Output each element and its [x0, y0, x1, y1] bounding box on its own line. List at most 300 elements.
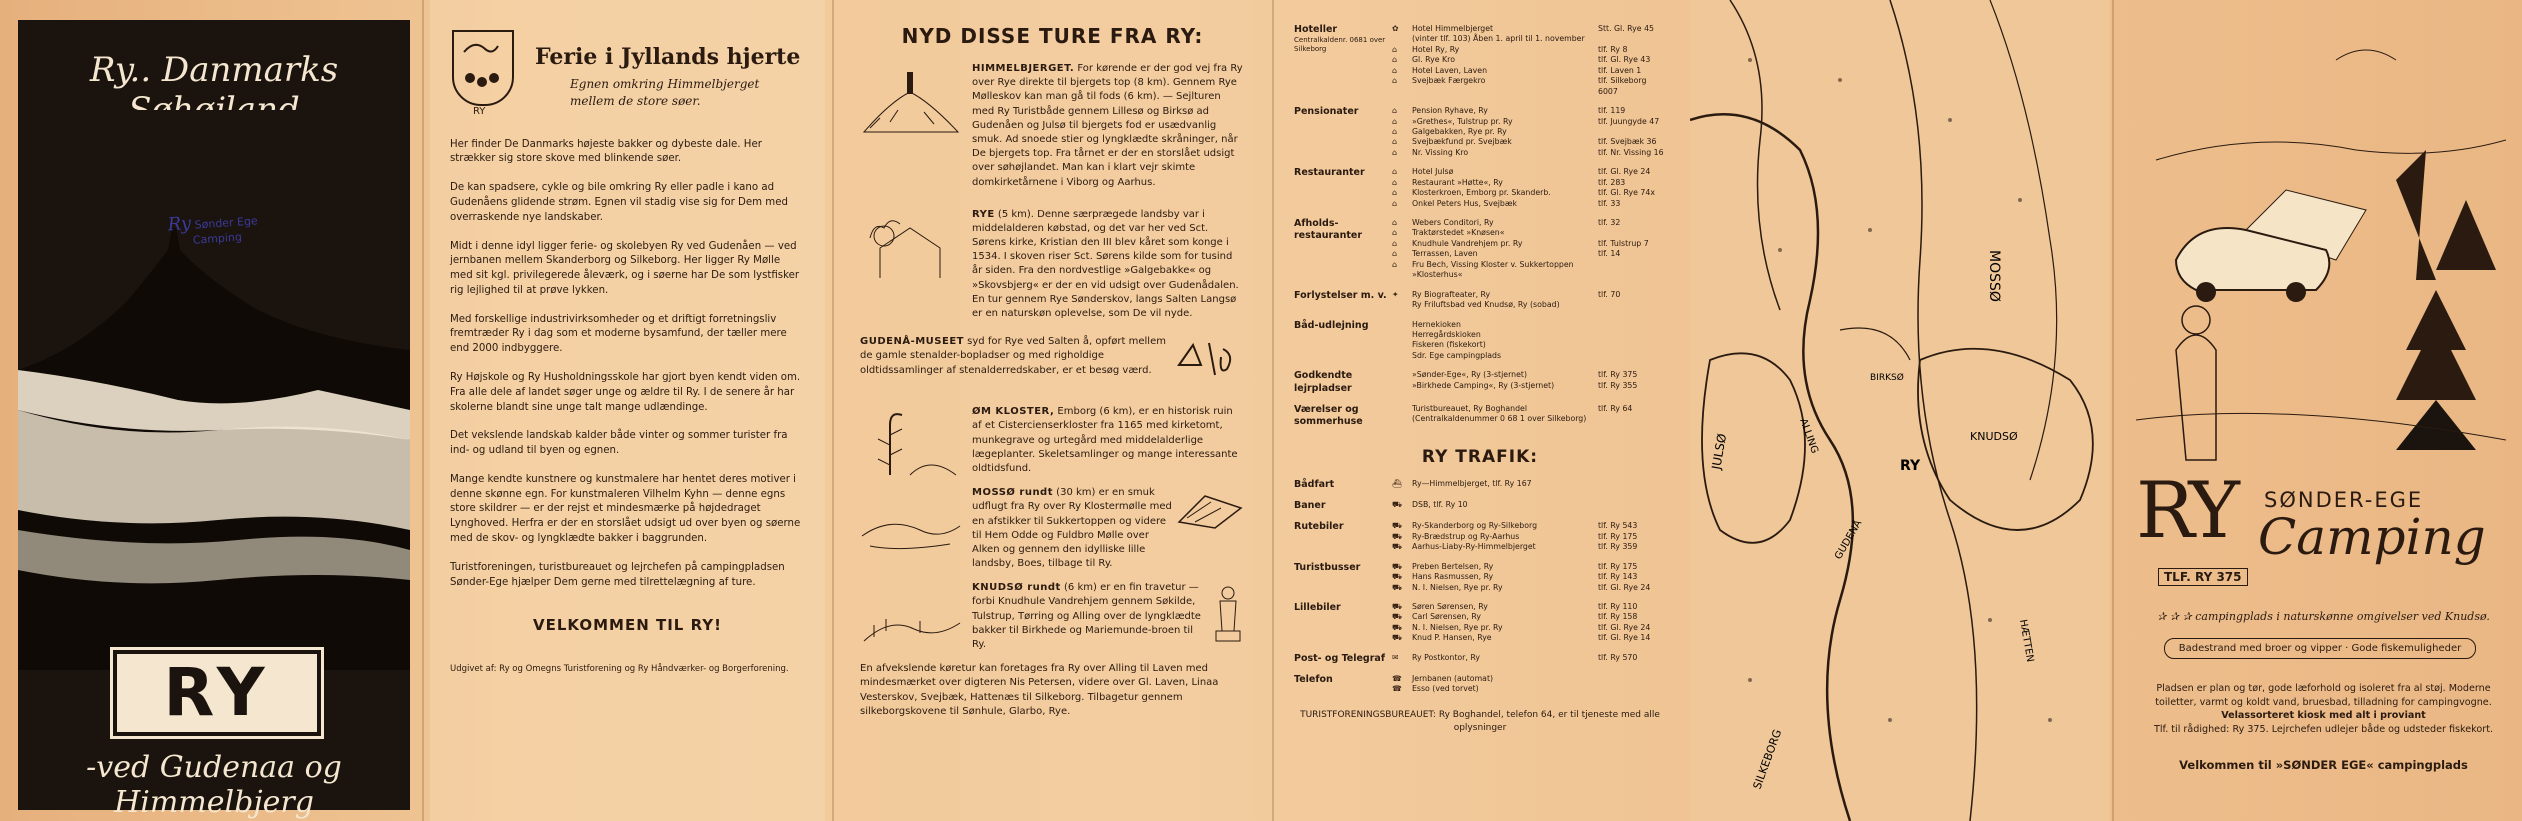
- service-row: [1294, 521, 1666, 552]
- service-name: Ry Friluftsbad ved Knudsø, Ry (sobad): [1412, 300, 1560, 310]
- service-icon: ⌂: [1392, 167, 1397, 177]
- service-phone: tlf. Ry 355: [1598, 380, 1638, 390]
- camping-tagline: [2136, 610, 2511, 623]
- service-entry: [1392, 583, 1666, 593]
- service-phone: tlf. Ry 64: [1598, 403, 1633, 413]
- ry-crest-icon: [452, 30, 514, 106]
- service-icon: ⌂: [1392, 65, 1397, 75]
- service-entry: [1392, 300, 1666, 310]
- service-phone: tlf. Ry 543: [1598, 521, 1638, 531]
- service-entry: [1392, 684, 1666, 694]
- service-icon: ✉: [1392, 652, 1399, 662]
- service-items: [1392, 521, 1666, 552]
- service-row: [1294, 653, 1666, 665]
- cover-footer: -ved Gudenaa og Himmelbjerg: [86, 750, 342, 820]
- tour-item: [860, 208, 1245, 322]
- service-phone: Stt. Gl. Rye 45: [1598, 24, 1654, 33]
- service-entry: [1392, 228, 1666, 238]
- service-category-label: Værelser og sommerhuse: [1294, 403, 1363, 428]
- services-panel: [1280, 0, 1680, 821]
- service-category-label: Godkendte lejrpladser: [1294, 370, 1353, 394]
- tour-text: (5 km). Denne særprægede landsby var i middelalderen købstad, og det var her ved Sct. Sørens kirke, Kristian den III blev kåret som konge i 1534. I skoven riser Sct. Sørens kilde som for tusind år siden. Fra den nordvestlige »Galgebakke« og »Skovsbjerg« er der en vid udsigt over Gudenådalen. En tur gennem Rye Sønderskov, langs Salten Langsø er en naturskøn oplevelse, som De vil nyde.: [972, 208, 1239, 319]
- camping-logo-ry: RY: [2136, 466, 2236, 556]
- intro-panel: [430, 0, 825, 821]
- service-phone: tlf. Svejbæk 36: [1598, 137, 1657, 147]
- service-category: [1294, 218, 1392, 281]
- service-icon: [1392, 340, 1412, 350]
- service-name: Esso (ved torvet): [1412, 684, 1479, 694]
- camping-logo-script: Camping: [2258, 508, 2486, 566]
- service-name: Hotel Julsø: [1412, 167, 1454, 177]
- service-category: [1294, 24, 1392, 97]
- stamp-ry: Ry: [166, 212, 192, 236]
- service-icon: ⛟: [1392, 633, 1402, 643]
- cover-badge: RY: [113, 650, 321, 736]
- service-icon: ⌂: [1392, 106, 1397, 116]
- service-icon: [1392, 414, 1412, 424]
- stamp-line2: Camping: [192, 230, 243, 247]
- intro-paragraph: Turistforeningen, turistbureauet og lejrchefen på campingpladsen Sønder-Ege hjælper Dem gerne med tilrettelægning af ture.: [450, 561, 785, 588]
- service-entry: [1392, 188, 1666, 198]
- service-icon: [1392, 381, 1412, 391]
- service-icon: ⛟: [1392, 542, 1402, 552]
- service-entry: [1392, 45, 1666, 55]
- service-icon: ⛟: [1392, 572, 1402, 582]
- service-icon: ⌂: [1392, 116, 1397, 126]
- map-label: ALLING: [1797, 417, 1820, 456]
- service-row: [1294, 500, 1666, 512]
- service-category-label: Rutebiler: [1294, 521, 1344, 533]
- service-phone: tlf. Ry 8: [1598, 44, 1628, 54]
- service-phone: [1598, 351, 1666, 361]
- service-entry: [1392, 55, 1666, 65]
- service-row: [1294, 218, 1666, 281]
- service-entry: [1392, 137, 1666, 147]
- service-phone: [1598, 684, 1666, 694]
- tour-name: KNUDSØ rundt: [972, 582, 1061, 594]
- service-entry: [1392, 674, 1666, 684]
- service-icon: ⛴: [1392, 478, 1402, 488]
- service-name: Turistbureauet, Ry Boghandel: [1412, 403, 1527, 413]
- cover-title: Ry.. Danmarks: [89, 50, 339, 90]
- service-category: [1294, 602, 1392, 644]
- service-category: [1294, 479, 1392, 491]
- service-name: »Birkhede Camping«, Ry (3-stjernet): [1412, 380, 1555, 390]
- tour-item: [860, 405, 1245, 476]
- service-phone: tlf. Gl. Rye 43: [1598, 55, 1651, 65]
- tours-panel: [840, 0, 1265, 821]
- service-name: Fru Bech, Vissing Kloster v. Sukkertoppen: [1412, 259, 1574, 269]
- service-phone: tlf. Gl. Rye 14: [1598, 633, 1651, 643]
- services-list: [1294, 24, 1666, 429]
- service-name: Webers Conditori, Ry: [1412, 218, 1494, 227]
- service-entry: [1392, 106, 1666, 116]
- service-name: Ry—Himmelbjerget, tlf. Ry 167: [1412, 478, 1532, 488]
- tour-text: Emborg (6 km), er en historisk ruin af et Cistercienserkloster fra 1165 med kirketomt, munkegrave og urtegård med middelalderlige lægeplanter. Skeletsamlinger og mange interessante oldtidsfund.: [972, 406, 1238, 474]
- service-entry: [1392, 532, 1666, 542]
- service-entry: [1392, 260, 1666, 270]
- service-name: Ry Biografteater, Ry: [1412, 289, 1491, 299]
- service-name: Søren Sørensen, Ry: [1412, 601, 1488, 611]
- service-row: [1294, 370, 1666, 395]
- map-label: SILKEBORG: [1750, 727, 1785, 792]
- tour-item: [860, 335, 1245, 395]
- service-icon: [1392, 270, 1412, 280]
- service-name: Svejbæk Færgekro: [1412, 76, 1486, 86]
- service-category-label: Baner: [1294, 499, 1326, 511]
- service-entry: [1392, 633, 1666, 643]
- area-map: [1690, 0, 2110, 821]
- service-entry: [1392, 199, 1666, 209]
- lake-illustration: [860, 486, 962, 562]
- tour-item: [860, 581, 1245, 652]
- service-name: (Centralkaldenummer 0 68 1 over Silkeborg): [1412, 414, 1587, 424]
- map-label: GUDENÅ: [1833, 518, 1865, 562]
- tour-name: GUDENÅ-MUSEET: [860, 336, 964, 348]
- service-category-label: Afholds-restauranter: [1294, 218, 1363, 242]
- service-name: Nr. Vissing Kro: [1412, 147, 1469, 157]
- service-items: [1392, 404, 1666, 429]
- service-phone: tlf. Ry 359: [1598, 542, 1638, 552]
- service-items: [1392, 562, 1666, 593]
- crest-label: RY: [473, 106, 486, 117]
- camping-panel: [2118, 0, 2522, 821]
- service-icon: ⌂: [1392, 147, 1397, 157]
- service-icon: ⛟: [1392, 612, 1402, 622]
- service-phone: tlf. 33: [1598, 198, 1621, 208]
- map-label: KNUDSØ: [1970, 430, 2018, 443]
- service-phone: tlf. Gl. Rye 24: [1598, 622, 1651, 632]
- intro-paragraph: Her finder De Danmarks højeste bakker og dybeste dale. Her strækker sig store skove med blinkende søer.: [450, 138, 762, 165]
- service-icon: ⌂: [1392, 228, 1397, 238]
- service-icon: ⌂: [1392, 218, 1397, 227]
- monument-illustration: [860, 581, 962, 657]
- welcome-heading: VELKOMMEN TIL RY!: [532, 616, 723, 635]
- service-phone: tlf. 32: [1598, 218, 1621, 227]
- service-name: Sdr. Ege campingplads: [1412, 350, 1502, 360]
- service-items: [1392, 290, 1666, 311]
- service-name: »Klosterhus«: [1412, 270, 1463, 280]
- service-category-label: Bådfart: [1294, 478, 1335, 490]
- service-items: [1392, 320, 1666, 362]
- service-entry: [1392, 270, 1666, 280]
- service-phone: tlf. Gl. Rye 24: [1598, 582, 1651, 592]
- service-name: Herregårdskioken: [1412, 329, 1481, 339]
- service-row: [1294, 602, 1666, 644]
- service-phone: [1598, 500, 1666, 510]
- service-name: Restaurant »Høtte«, Ry: [1412, 177, 1503, 187]
- service-icon: [1392, 351, 1412, 361]
- tour-text: For kørende er der god vej fra Ry over Rye direkte til bjergets top (8 km). Gennem Rye Mølleskov kan man gå til fods (6 km). — Sejlturen med Ry Turistbåde gennem Lillesø og Birksø ad Gudenåen og Julsø til bjergets fod er usædvanlig smuk. Ad snoede stier og lyngklædte skråninger, når De bjergets top. Fra tårnet er der en storslået udsigt over søhøjlandet. Man kan i klart vejr skimte domkirketårnene i Viborg og Aarhus.: [972, 63, 1243, 188]
- service-items: [1392, 500, 1666, 512]
- fold-line: [422, 0, 424, 821]
- service-items: [1392, 106, 1666, 158]
- artifacts-icon: [1175, 335, 1245, 381]
- cover-panel: [0, 0, 415, 821]
- service-icon: ⛟: [1392, 622, 1402, 632]
- tour-item: [860, 486, 1245, 571]
- service-name: Hernekioken: [1412, 319, 1461, 329]
- service-name: Ry Postkontor, Ry: [1412, 652, 1480, 662]
- camping-logo-phone: TLF. RY 375: [2158, 568, 2248, 586]
- service-name: Ry-Brædstrup og Ry-Aarhus: [1412, 531, 1520, 541]
- service-row: [1294, 562, 1666, 593]
- service-category: [1294, 653, 1392, 665]
- cover-artwork: [18, 20, 410, 820]
- service-entry: [1392, 239, 1666, 249]
- service-category-label: Forlystelser m. v.: [1294, 289, 1387, 301]
- service-items: [1392, 167, 1666, 209]
- service-entry: [1392, 127, 1666, 137]
- publisher-note: Udgivet af: Ry og Omegns Turistforening og Ry Håndværker- og Borgerforening.: [450, 664, 789, 675]
- service-items: [1392, 674, 1666, 695]
- intro-paragraph: Midt i denne idyl ligger ferie- og skolebyen Ry ved Gudenåen — ved jernbanen mellem Skanderborg og Silkeborg. Her ligger Ry Mølle med sit kgl. privilegerede åleværk, og i søerne har De som lystfisker rig lejlighed til at prøve lykken.: [450, 240, 800, 296]
- service-phone: [1598, 34, 1666, 44]
- service-category: [1294, 370, 1392, 395]
- service-phone: tlf. Ry 143: [1598, 572, 1638, 582]
- service-entry: [1392, 117, 1666, 127]
- service-name: Knud P. Hansen, Rye: [1412, 633, 1492, 643]
- service-icon: ⌂: [1392, 198, 1397, 208]
- intro-paragraph: Med forskellige industrivirksomheder og et driftigt forretningsliv fremtræder Ry i dag som et moderne bysamfund, der tæller mere end 2000 indbyggere.: [450, 313, 787, 355]
- service-phone: tlf. Ry 110: [1598, 601, 1638, 611]
- camping-desc-line: Tlf. til rådighed: Ry 375. Lejrchefen udlejer både og udsteder fiskekort.: [2153, 723, 2494, 735]
- service-name: »Sønder-Ege«, Ry (3-stjernet): [1412, 370, 1527, 380]
- service-items: [1392, 24, 1666, 97]
- service-icon: ✦: [1392, 289, 1399, 299]
- service-category-label: Lillebiler: [1294, 601, 1341, 613]
- service-name: Knudhule Vandrehjem pr. Ry: [1412, 238, 1523, 248]
- service-name: Hotel Ry, Ry: [1412, 44, 1460, 54]
- service-icon: ⌂: [1392, 188, 1397, 198]
- service-name: DSB, tlf. Ry 10: [1412, 499, 1468, 509]
- service-icon: ⛟: [1392, 531, 1402, 541]
- service-icon: ☎: [1392, 674, 1402, 684]
- intro-paragraph: Mange kendte kunstnere og kunstmalere har hentet deres motiver i denne skønne egn. For kunstmaleren Vilhelm Kyhn — denne egns store skildrer — er der rejst et mindesmærke på højdedraget Lynghoved. Herfra er der en storslået udsigt ud over byen og søerne med de skov- og lyngklædte bakker i baggrunden.: [450, 473, 801, 544]
- service-items: [1392, 479, 1666, 491]
- service-entry: [1392, 320, 1666, 330]
- service-name: Carl Sørensen, Ry: [1412, 612, 1481, 622]
- map-label: JULSØ: [1709, 432, 1730, 471]
- tour-text: (30 km) er en smuk udflugt fra Ry over Ry Klostermølle med en afstikker til Sukkertoppen og videre til Hem Odde og Fuldbro Mølle over Alken og gennem den idylliske lille landsby, Boes, tilbage til Ry.: [972, 487, 1172, 570]
- tour-name: HIMMELBJERGET.: [972, 63, 1075, 74]
- tours-outro: En afvekslende køretur kan foretages fra Ry over Alling til Laven med mindesmærket over digteren Nis Petersen, videre over Gl. Laven, Linaa Vesterskov, Svejbæk, Hattenæs til Silkeborg. Tilbagetur gennem silkeborgskovene til Sønhule, Glarbo, Rye.: [860, 663, 1219, 717]
- service-icon: [1392, 34, 1412, 44]
- service-entry: [1392, 178, 1666, 188]
- service-category-label: Telefon: [1294, 674, 1333, 686]
- tour-text: syd for Rye ved Salten å, opført mellem de gamle stenalder-bopladser og med righoldige oldtidssamlinger af stenalderredskaber, er et besøg værd.: [860, 336, 1166, 376]
- service-phone: tlf. 283: [1598, 177, 1626, 187]
- intro-paragraph: De kan spadsere, cykle og bile omkring Ry eller padle i kano ad Gudenåens glidende strøm. Egnen vil stadig vise sig for Dem med overraskende nye landskaber.: [450, 182, 788, 223]
- mill-icon: [1175, 482, 1245, 532]
- service-phone: tlf. Tulstrup 7: [1598, 238, 1649, 248]
- service-phone: [1598, 674, 1666, 684]
- service-category-sub: Centralkaldenr. 0681 over Silkeborg: [1294, 36, 1386, 54]
- service-name: Ry-Skanderborg og Ry-Silkeborg: [1412, 521, 1538, 531]
- service-category: [1294, 320, 1392, 362]
- fold-line: [2112, 0, 2114, 821]
- service-icon: ⌂: [1392, 259, 1397, 269]
- service-items: [1392, 370, 1666, 395]
- service-phone: [1598, 320, 1666, 330]
- intro-paragraph: Ry Højskole og Ry Husholdningsskole har gjort byen kendt viden om. Fra alle dele af landet søger unge og ældre til Ry. I de senere år har skolerne blandt sine unge talt mange udlændinge.: [450, 371, 801, 413]
- service-name: Fiskeren (fiskekort): [1412, 340, 1486, 350]
- service-phone: tlf. Juungyde 47: [1598, 116, 1660, 126]
- service-entry: [1392, 653, 1666, 663]
- service-entry: [1392, 66, 1666, 76]
- service-entry: [1392, 500, 1666, 510]
- service-name: Svejbækfund pr. Svejbæk: [1412, 137, 1512, 147]
- camping-description: [2136, 682, 2511, 736]
- tour-name: ØM KLOSTER,: [972, 406, 1055, 418]
- star-rating-icon: ✰ ✰ ✰: [2157, 610, 2192, 623]
- service-phone: [1598, 270, 1666, 280]
- service-name: Onkel Peters Hus, Svejbæk: [1412, 198, 1518, 208]
- camping-welcome: Velkommen til »SØNDER EGE« campingplads: [2179, 758, 2468, 772]
- traffic-list: [1294, 479, 1666, 695]
- service-entry: [1392, 330, 1666, 340]
- service-entry: [1392, 290, 1666, 300]
- service-name: Galgebakken, Rye pr. Ry: [1412, 126, 1507, 136]
- service-icon: ⛟: [1392, 601, 1402, 611]
- service-icon: ⌂: [1392, 76, 1397, 86]
- intro-paragraph: Det vekslende landskab kalder både vinter og sommer turister fra ind- og udland til byen og egnen.: [450, 430, 788, 457]
- service-icon: [1392, 300, 1412, 310]
- service-category: [1294, 167, 1392, 209]
- camping-tagline-text: campingplads i naturskønne omgivelser ved Knudsø.: [2195, 610, 2490, 623]
- service-icon: ⌂: [1392, 55, 1397, 65]
- stamp-line1: Sønder Ege: [194, 214, 259, 232]
- camping-logo-name: SØNDER-EGE: [2264, 488, 2424, 512]
- service-name: (vinter tlf. 103) Åben 1. april til 1. november: [1412, 34, 1585, 44]
- service-entry: [1392, 351, 1666, 361]
- service-phone: [1598, 414, 1666, 424]
- service-entry: [1392, 623, 1666, 633]
- service-phone: tlf. Laven 1: [1598, 65, 1642, 75]
- service-category-label: Hoteller: [1294, 24, 1338, 35]
- tour-name: RYE: [972, 208, 995, 220]
- service-phone: tlf. 14: [1598, 249, 1621, 259]
- service-name: Pension Ryhave, Ry: [1412, 106, 1488, 116]
- service-icon: ⛟: [1392, 499, 1402, 509]
- camping-desc-bold: Velassorteret kiosk med alt i proviant: [2221, 710, 2426, 722]
- service-items: [1392, 602, 1666, 644]
- service-name: Jernbanen (automat): [1412, 674, 1494, 684]
- service-entry: [1392, 562, 1666, 572]
- service-category-label: Turistbusser: [1294, 561, 1361, 573]
- camping-illustration: [2136, 20, 2506, 490]
- tourist-bureau-note: TURISTFORENINGSBUREAUET: Ry Boghandel, telefon 64, er til tjeneste med alle oplysninger: [1300, 709, 1660, 733]
- service-entry: [1392, 218, 1666, 228]
- fern-illustration: [860, 405, 962, 481]
- camping-desc-line: Pladsen er plan og tør, gode læforhold og isoleret fra al støj. Moderne toiletter, varmt og koldt vand, bruesbad, tilladning for campingvogne.: [2155, 683, 2492, 708]
- service-phone: [1598, 479, 1666, 489]
- service-row: [1294, 24, 1666, 97]
- service-phone: [1598, 260, 1666, 270]
- service-category-label: Pensionater: [1294, 106, 1359, 118]
- service-name: Hotel Himmelbjerget: [1412, 24, 1494, 33]
- service-icon: ⌂: [1392, 177, 1397, 187]
- service-name: Klosterkroen, Emborg pr. Skanderb.: [1412, 188, 1551, 198]
- service-name: Traktørstedet »Knøsen«: [1412, 228, 1505, 238]
- service-icon: ⛟: [1392, 561, 1402, 571]
- landscape-silhouette: [18, 110, 410, 670]
- service-category: [1294, 521, 1392, 552]
- service-row: [1294, 320, 1666, 362]
- service-entry: [1392, 612, 1666, 622]
- service-row: [1294, 106, 1666, 158]
- service-entry: [1392, 414, 1666, 424]
- fold-line: [1272, 0, 1274, 821]
- service-entry: [1392, 521, 1666, 531]
- service-items: [1392, 218, 1666, 281]
- tour-item: [860, 62, 1245, 190]
- service-entry: [1392, 148, 1666, 158]
- service-row: [1294, 290, 1666, 311]
- service-entry: [1392, 76, 1666, 97]
- service-name: Aarhus-Liaby-Ry-Himmelbjerget: [1412, 542, 1536, 552]
- service-row: [1294, 674, 1666, 695]
- map-label: RY: [1900, 458, 1921, 474]
- service-phone: [1598, 127, 1666, 137]
- service-phone: [1598, 300, 1666, 310]
- fold-line: [832, 0, 834, 821]
- service-phone: [1598, 228, 1666, 238]
- map-label: MOSSØ: [1986, 250, 2002, 302]
- service-icon: ⌂: [1392, 249, 1397, 259]
- service-name: »Grethes«, Tulstrup pr. Ry: [1412, 116, 1513, 126]
- church-illustration: [860, 208, 962, 284]
- service-entry: [1392, 24, 1666, 34]
- tour-text: (6 km) er en fin travetur — forbi Knudhule Vandrehjem gennem Søkilde, Tulstrup, Tørring og Alling over de lyngklædte bakker til Birkhede og Mariemunde-broen til Ry.: [972, 582, 1201, 650]
- service-name: Gl. Rye Kro: [1412, 55, 1455, 65]
- tower-illustration: [860, 62, 962, 138]
- service-row: [1294, 479, 1666, 491]
- service-phone: tlf. Gl. Rye 74x: [1598, 188, 1655, 198]
- service-row: [1294, 404, 1666, 429]
- service-icon: ☎: [1392, 684, 1402, 694]
- service-category: [1294, 106, 1392, 158]
- service-entry: [1392, 167, 1666, 177]
- service-name: Terrassen, Laven: [1412, 249, 1478, 259]
- service-category-label: Restauranter: [1294, 167, 1365, 179]
- camping-highlight-box: Badestrand med broer og vipper · Gode fiskemuligheder: [2164, 638, 2476, 659]
- service-category-label: Post- og Telegraf: [1294, 652, 1385, 664]
- service-entry: [1392, 404, 1666, 414]
- service-phone: tlf. Silkeborg 6007: [1598, 76, 1647, 96]
- service-category: [1294, 562, 1392, 593]
- service-entry: [1392, 340, 1666, 350]
- service-phone: tlf. Nr. Vissing 16: [1598, 147, 1664, 157]
- service-name: Hotel Laven, Laven: [1412, 65, 1488, 75]
- service-phone: tlf. Ry 175: [1598, 531, 1638, 541]
- service-icon: [1392, 404, 1412, 414]
- service-phone: [1598, 330, 1666, 340]
- service-category: [1294, 500, 1392, 512]
- service-items: [1392, 653, 1666, 665]
- service-entry: [1392, 479, 1666, 489]
- service-icon: ⌂: [1392, 44, 1397, 54]
- service-name: N. I. Nielsen, Rye pr. Ry: [1412, 622, 1503, 632]
- service-category-label: Båd-udlejning: [1294, 319, 1369, 331]
- service-phone: tlf. Ry 570: [1598, 652, 1638, 662]
- map-panel: [1690, 0, 2110, 821]
- service-category: [1294, 290, 1392, 311]
- map-label: BIRKSØ: [1870, 373, 1904, 383]
- map-label: HÆTTEN: [2017, 618, 2036, 663]
- service-icon: ✿: [1392, 24, 1399, 33]
- service-phone: tlf. 119: [1598, 106, 1626, 116]
